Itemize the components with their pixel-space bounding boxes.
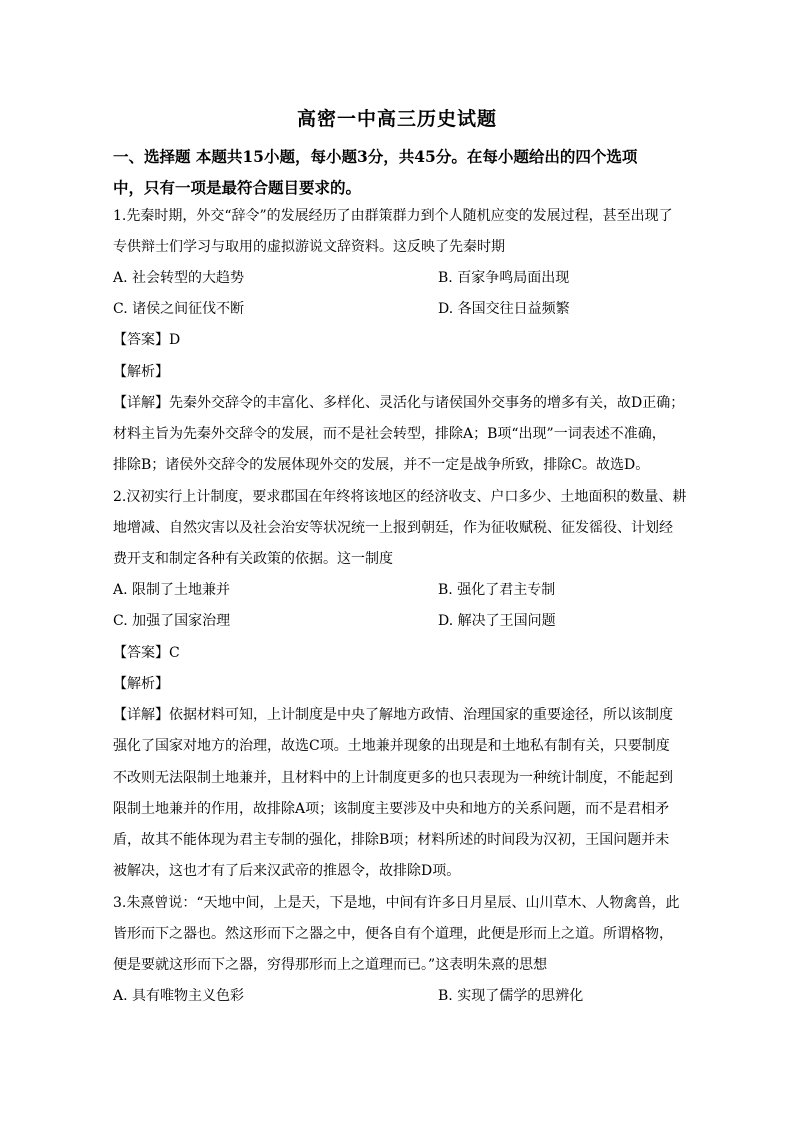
q1-option-a: A. 社会转型的大趋势 <box>113 270 245 286</box>
q1-analysis-label: 【解析】 <box>113 364 169 380</box>
q2-detail-line: 【详解】依据材料可知，上计制度是中央了解地方政情、治理国家的重要途径，所以该制度 <box>113 707 673 723</box>
q2-option-a: A. 限制了土地兼并 <box>113 582 231 598</box>
q3-stem-line: 皆形而下之器也。然这形而下之器之中，便各自有个道理，此便是形而上之道。所谓格物， <box>113 926 673 942</box>
q3-stem-line: 3.朱熹曾说：“天地中间，上是天，下是地，中间有许多日月星辰、山川草木、人物禽兽，此 <box>113 895 680 911</box>
q2-answer: 【答案】C <box>113 645 180 661</box>
q2-option-d: D. 解决了王国问题 <box>438 613 556 629</box>
q1-option-b: B. 百家争鸣局面出现 <box>438 270 570 286</box>
q1-stem-line: 1.先秦时期，外交“辞令”的发展经历了由群策群力到个人随机应变的发展过程，甚至出现了 <box>113 208 673 224</box>
q2-stem-line: 费开支和制定各种有关政策的依据。这一制度 <box>113 551 393 567</box>
q2-analysis-label: 【解析】 <box>113 676 169 692</box>
section-header-line: 一、选择题 本题共15小题，每小题3分，共45分。在每小题给出的四个选项 <box>113 147 638 166</box>
section-header-line: 中，只有一项是最符合题目要求的。 <box>113 178 362 197</box>
q2-detail-line: 被解决，这也才有了后来汉武帝的推恩令，故排除D项。 <box>113 863 461 879</box>
page-title: 高密一中高三历史试题 <box>296 108 497 130</box>
q2-option-c: C. 加强了国家治理 <box>113 613 231 629</box>
q2-detail-line: 不改则无法限制土地兼并，且材料中的上计制度更多的也只表现为一种统计制度，不能起到 <box>113 770 673 786</box>
q1-detail-line: 排除B；诸侯外交辞令的发展体现外交的发展，并不一定是战争所致，排除C。故选D。 <box>113 457 650 473</box>
q3-stem-line: 便是要就这形而下之器，穷得那形而上之道理而已。”这表明朱熹的思想 <box>113 957 548 973</box>
q2-detail-line: 限制土地兼并的作用，故排除A项；该制度主要涉及中央和地方的关系问题，而不是君相矛 <box>113 801 670 817</box>
q2-detail-line: 盾，故其不能体现为君主专制的强化，排除B项；材料所述的时间段为汉初，王国问题并未 <box>113 832 670 848</box>
q2-detail-line: 强化了国家对地方的治理，故选C项。土地兼并现象的出现是和土地私有制有关，只要制度 <box>113 738 670 754</box>
q1-detail-line: 材料主旨为先秦外交辞令的发展，而不是社会转型，排除A；B项“出现”一词表述不准确， <box>113 426 666 442</box>
q1-option-d: D. 各国交往日益频繁 <box>438 301 570 317</box>
section-header <box>113 141 683 203</box>
q3-option-a: A. 具有唯物主义色彩 <box>113 988 245 1004</box>
q2-stem-line: 地增减、自然灾害以及社会治安等状况统一上报到朝廷，作为征收赋税、征发徭役、计划经 <box>113 520 673 536</box>
q1-answer: 【答案】D <box>113 332 181 348</box>
q1-detail-line: 【详解】先秦外交辞令的丰富化、多样化、灵活化与诸侯国外交事务的增多有关，故D正确； <box>113 395 685 411</box>
q3-option-b: B. 实现了儒学的思辨化 <box>438 988 584 1004</box>
q1-stem-line: 专供辩士们学习与取用的虚拟游说文辞资料。这反映了先秦时期 <box>113 239 505 255</box>
q1-option-c: C. 诸侯之间征伐不断 <box>113 301 245 317</box>
q2-option-b: B. 强化了君主专制 <box>438 582 556 598</box>
q2-stem-line: 2.汉初实行上计制度，要求郡国在年终将该地区的经济收支、户口多少、土地面积的数量、耕 <box>113 489 687 505</box>
